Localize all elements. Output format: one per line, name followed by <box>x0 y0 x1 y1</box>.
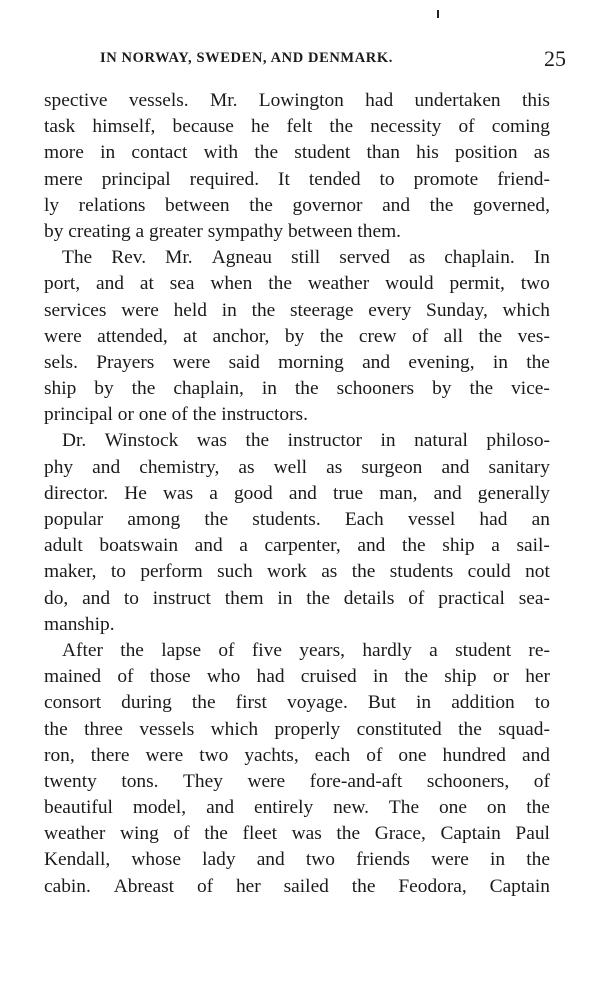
text-line: were attended, at anchor, by the crew of all the ves- <box>44 325 550 347</box>
running-head: IN NORWAY, SWEDEN, AND DENMARK. <box>100 50 393 66</box>
text-line: adult boatswain and a carpenter, and the ship a sail- <box>44 535 550 557</box>
text-line: ly relations between the governor and the governed, <box>44 194 550 216</box>
text-line: manship. <box>44 613 115 635</box>
text-line: The Rev. Mr. Agneau still served as chaplain. In <box>62 247 550 269</box>
body-text <box>44 88 550 900</box>
text-line: director. He was a good and true man, and generally <box>44 482 550 504</box>
paragraph <box>44 428 550 638</box>
paragraph <box>44 638 550 900</box>
paragraph <box>44 88 550 245</box>
paragraph <box>44 245 550 428</box>
text-line: more in contact with the student than his position as <box>44 142 550 164</box>
text-line: maker, to perform such work as the students could not <box>44 561 550 583</box>
text-line: consort during the first voyage. But in addition to <box>44 692 550 714</box>
text-line: by creating a greater sympathy between them. <box>44 220 402 242</box>
text-line: the three vessels which properly constituted the squad- <box>44 718 550 740</box>
text-line: mere principal required. It tended to promote friend- <box>44 168 550 190</box>
text-line: After the lapse of five years, hardly a student re- <box>62 639 550 661</box>
text-line: phy and chemistry, as well as surgeon and sanitary <box>44 456 550 478</box>
scan-speck <box>437 10 439 18</box>
text-line: ron, there were two yachts, each of one hundred and <box>44 744 550 766</box>
text-line: Dr. Winstock was the instructor in natural philoso- <box>62 430 550 452</box>
text-line: twenty tons. They were fore-and-aft schooners, of <box>44 770 550 792</box>
page-number: 25 <box>544 46 566 71</box>
text-line: popular among the students. Each vessel had an <box>44 509 550 530</box>
text-line: spective vessels. Mr. Lowington had undertaken this <box>44 90 550 111</box>
text-line: weather wing of the fleet was the Grace, Captain Paul <box>44 823 550 845</box>
text-line: beautiful model, and entirely new. The one on the <box>44 797 550 819</box>
text-line: sels. Prayers were said morning and evening, in the <box>44 351 550 373</box>
text-line: task himself, because he felt the necessity of coming <box>44 116 550 138</box>
page-header <box>100 46 566 72</box>
text-line: ship by the chaplain, in the schooners by the vice- <box>44 378 550 400</box>
text-line: do, and to instruct them in the details of practical sea- <box>44 587 550 609</box>
text-line: cabin. Abreast of her sailed the Feodora, Captain <box>44 875 550 897</box>
text-line: port, and at sea when the weather would permit, two <box>44 273 550 295</box>
text-line: principal or one of the instructors. <box>44 404 308 426</box>
text-line: mained of those who had cruised in the ship or her <box>44 666 550 688</box>
text-line: Kendall, whose lady and two friends were in the <box>44 849 550 871</box>
text-line: services were held in the steerage every Sunday, which <box>44 299 550 321</box>
